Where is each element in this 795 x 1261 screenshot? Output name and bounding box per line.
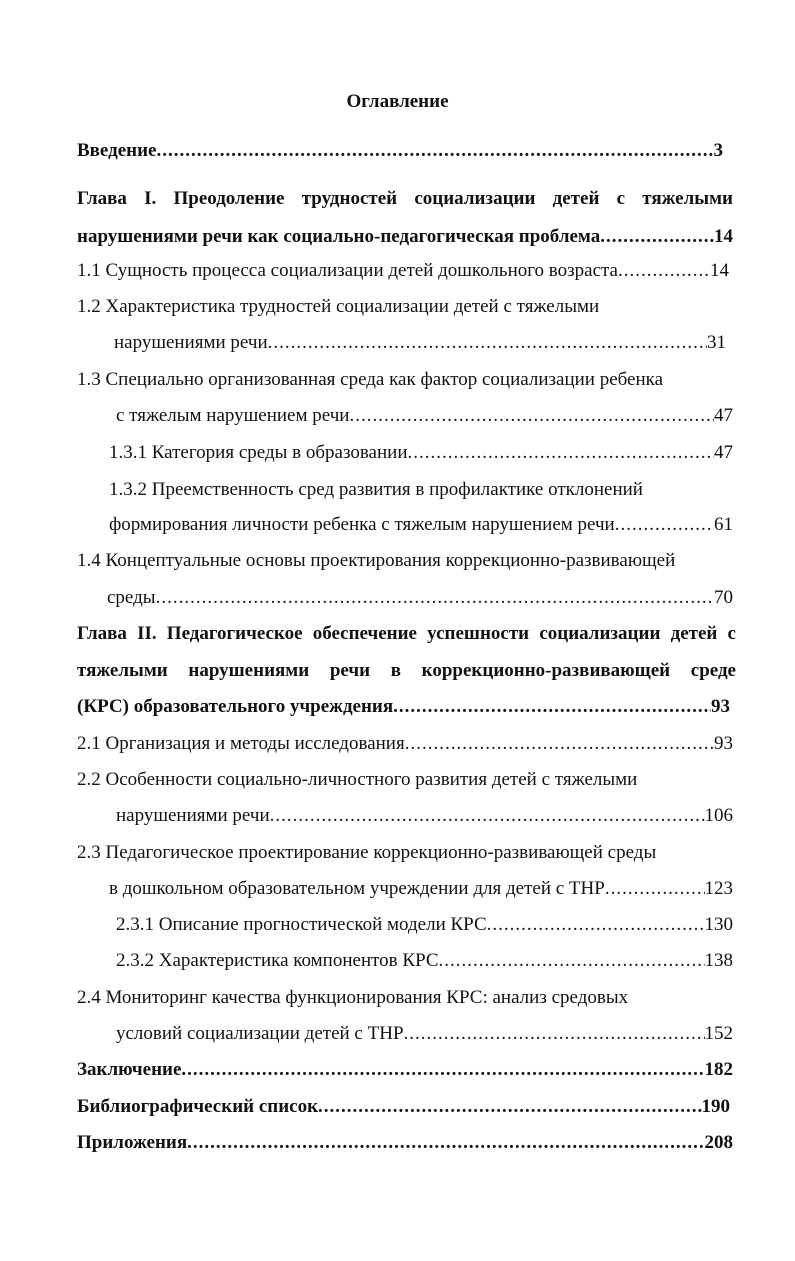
- toc-title: Оглавление: [346, 91, 449, 112]
- toc-entry-2-2: 2.2 Особенности социально-личностного развития детей с тяжелыми: [77, 769, 638, 790]
- entry-page: 70: [714, 587, 733, 608]
- dot-leader: [270, 803, 705, 829]
- entry-page: 138: [704, 950, 733, 971]
- dot-leader: [187, 1130, 704, 1156]
- toc-entry-1-4: 1.4 Концептуальные основы проектирования коррекционно-развивающей: [77, 550, 676, 571]
- toc-entry-2-3: 2.3 Педагогическое проектирование коррекционно-развивающей среды: [77, 842, 657, 863]
- toc-entry-2-3-2: [116, 948, 733, 974]
- toc-entry-chapter-2: Глава II. Педагогическое обеспечение успешности социализации детей с: [77, 623, 736, 644]
- toc-entry-2-3-1: [116, 912, 733, 938]
- toc-entry-1-3-2-cont: [109, 512, 733, 538]
- dot-leader: [268, 330, 707, 356]
- dot-leader: [318, 1094, 701, 1120]
- toc-entry-1-2-cont: [114, 330, 726, 356]
- toc-entry-1-3-2: 1.3.2 Преемственность сред развития в профилактике отклонений: [109, 479, 643, 500]
- toc-entry-chapter-1: Глава I. Преодоление трудностей социализации детей с тяжелыми: [77, 188, 733, 209]
- entry-text: нарушениями речи: [114, 332, 268, 353]
- entry-text: условий социализации детей с ТНР: [116, 1023, 404, 1044]
- entry-text: среды: [107, 587, 156, 608]
- entry-text: Введение: [77, 140, 157, 161]
- dot-leader: [439, 948, 705, 974]
- toc-entry-chapter-1-cont: [77, 224, 733, 250]
- entry-text: в дошкольном образовательном учреждении для детей с ТНР: [109, 878, 605, 899]
- entry-text: (КРС) образовательного учреждения: [77, 696, 394, 717]
- dot-leader: [618, 258, 710, 284]
- dot-leader: [393, 694, 711, 720]
- dot-leader: [600, 224, 714, 250]
- entry-text: формирования личности ребенка с тяжелым нарушением речи: [109, 514, 615, 535]
- dot-leader: [405, 731, 714, 757]
- entry-text: 1.1 Сущность процесса социализации детей дошкольного возраста: [77, 260, 618, 281]
- dot-leader: [157, 138, 714, 164]
- entry-page: 106: [704, 805, 733, 826]
- entry-page: 14: [714, 226, 733, 247]
- entry-page: 61: [714, 514, 733, 535]
- dot-leader: [349, 403, 714, 429]
- entry-page: 47: [714, 405, 733, 426]
- entry-page: 182: [704, 1059, 733, 1080]
- toc-entry-conclusion: [77, 1057, 733, 1083]
- toc-entry-bibliography: [77, 1094, 730, 1120]
- entry-page: 130: [704, 914, 733, 935]
- entry-page: 190: [701, 1096, 730, 1117]
- toc-entry-2-2-cont: [116, 803, 733, 829]
- dot-leader: [156, 585, 714, 611]
- entry-text: Библиографический список: [77, 1096, 319, 1117]
- entry-page: 31: [707, 332, 726, 353]
- dot-leader: [181, 1057, 704, 1083]
- entry-page: 93: [714, 733, 733, 754]
- entry-text: нарушениями речи как социально-педагогическая проблема: [77, 226, 601, 247]
- entry-page: 3: [713, 140, 723, 161]
- toc-entry-1-3-1: [109, 440, 733, 466]
- entry-text: с тяжелым нарушением речи: [116, 405, 350, 426]
- dot-leader: [605, 876, 705, 902]
- entry-page: 123: [704, 878, 733, 899]
- entry-text: Заключение: [77, 1059, 182, 1080]
- entry-text: Приложения: [77, 1132, 188, 1153]
- toc-entry-appendices: [77, 1130, 733, 1156]
- entry-page: 47: [714, 442, 733, 463]
- toc-entry-1-3: 1.3 Специально организованная среда как фактор социализации ребенка: [77, 369, 664, 390]
- toc-entry-1-1: [77, 258, 729, 284]
- toc-entry-1-2: 1.2 Характеристика трудностей социализации детей с тяжелыми: [77, 296, 600, 317]
- entry-text: 2.3.2 Характеристика компонентов КРС: [116, 950, 439, 971]
- toc-entry-introduction: [77, 138, 723, 164]
- entry-page: 14: [710, 260, 729, 281]
- toc-entry-chapter-2-cont: тяжелыми нарушениями речи в коррекционно-развивающей среде: [77, 660, 736, 681]
- entry-page: 93: [711, 696, 730, 717]
- entry-page: 152: [704, 1023, 733, 1044]
- entry-text: нарушениями речи: [116, 805, 270, 826]
- dot-leader: [404, 1021, 705, 1047]
- toc-entry-2-3-cont: [109, 876, 733, 902]
- entry-page: 208: [704, 1132, 733, 1153]
- dot-leader: [408, 440, 715, 466]
- entry-text: 2.1 Организация и методы исследования: [77, 733, 405, 754]
- entry-text: 1.3.1 Категория среды в образовании: [109, 442, 408, 463]
- toc-entry-chapter-2-cont2: [77, 694, 730, 720]
- toc-entry-1-4-cont: [107, 585, 733, 611]
- toc-entry-1-3-cont: [116, 403, 733, 429]
- toc-entry-2-1: [77, 731, 733, 757]
- toc-entry-2-4-cont: [116, 1021, 733, 1047]
- dot-leader: [615, 512, 714, 538]
- entry-text: 2.3.1 Описание прогностической модели КРС: [116, 914, 487, 935]
- toc-entry-2-4: 2.4 Мониторинг качества функционирования КРС: анализ средовых: [77, 987, 629, 1008]
- dot-leader: [487, 912, 705, 938]
